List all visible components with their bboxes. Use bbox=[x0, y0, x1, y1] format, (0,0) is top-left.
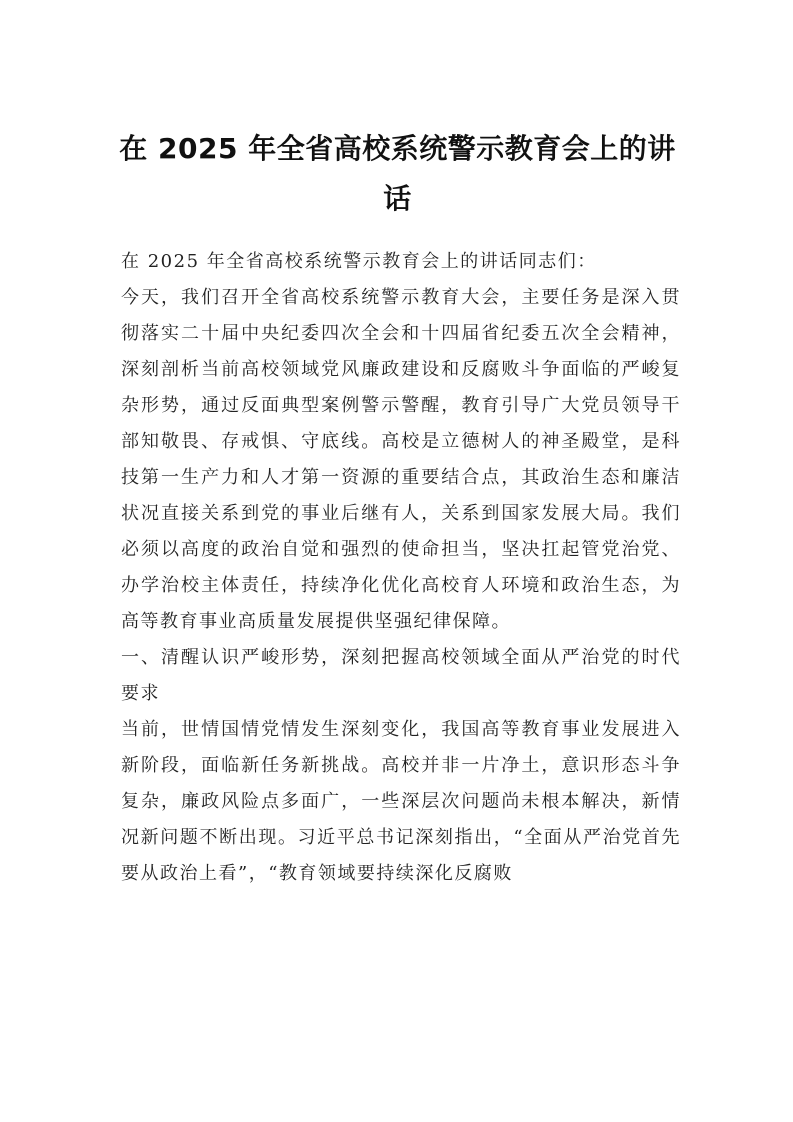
paragraph-salutation: 在 2025 年全省高校系统警示教育会上的讲话同志们： bbox=[121, 251, 597, 272]
document-body bbox=[121, 244, 681, 892]
document-title: 在 2025 年全省高校系统警示教育会上的讲话 bbox=[119, 132, 676, 215]
paragraph-intro: 今天，我们召开全省高校系统警示教育大会，主要任务是深入贯彻落实二十届中央纪委四次全会和十四届省纪委五次全会精神，深刻剖析当前高校领域党风廉政建设和反腐败斗争面临的严峻复杂形势，通过反面典型案例警示警醒，教育引导广大党员领导干部知敬畏、存戒惧、守底线。高校是立德树人的神圣殿堂，是科技第一生产力和人才第一资源的重要结合点，其政治生态和廉洁状况直接关系到党的事业后继有人，关系到国家发展大局。我们必须以高度的政治自觉和强烈的使命担当，坚决扛起管党治党、办学治校主体责任，持续净化优化高校育人环境和政治生态，为高等教育事业高质量发展提供坚强纪律保障。 bbox=[121, 287, 681, 632]
paragraph-section-1: 当前，世情国情党情发生深刻变化，我国高等教育事业发展进入新阶段，面临新任务新挑战。高校并非一片净土，意识形态斗争复杂，廉政风险点多面广，一些深层次问题尚未根本解决，新情况新问题不断出现。习近平总书记深刻指出，“全面从严治党首先要从政治上看”，“教育领域要持续深化反腐败 bbox=[121, 719, 681, 884]
section-heading-1: 一、清醒认识严峻形势，深刻把握高校领域全面从严治党的时代要求 bbox=[121, 647, 681, 704]
